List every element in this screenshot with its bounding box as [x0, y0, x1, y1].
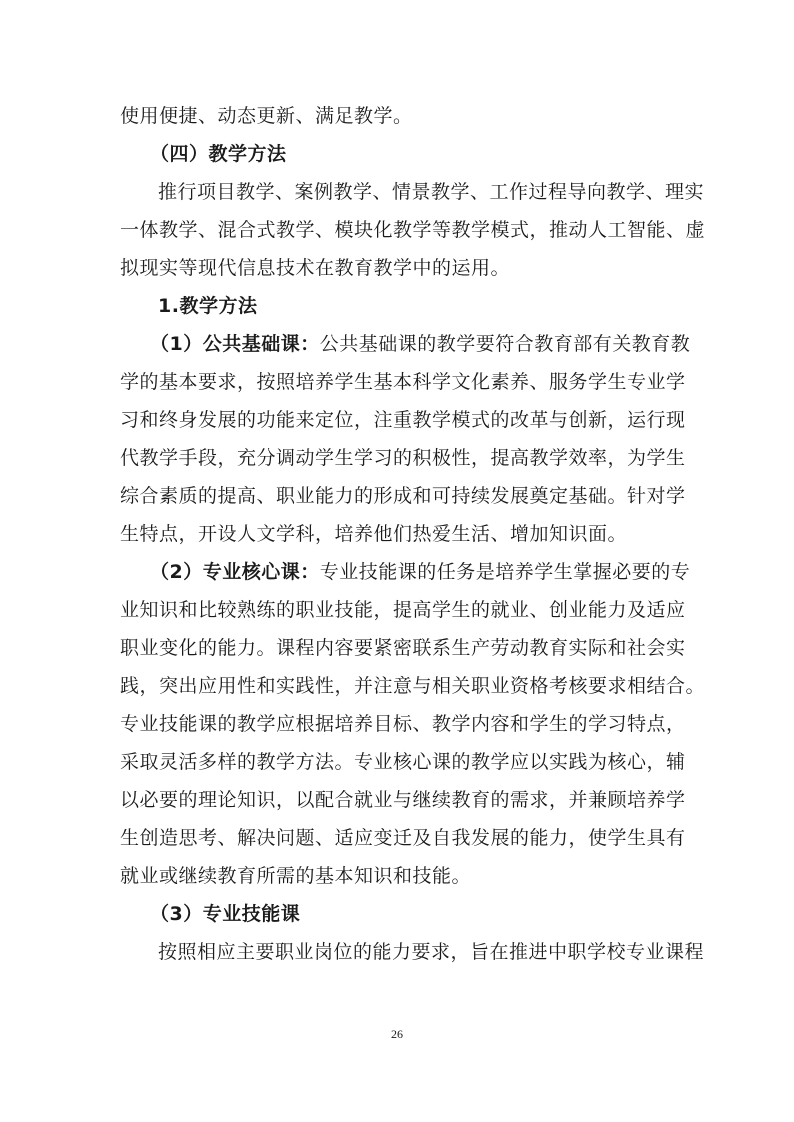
paragraph-line: 业知识和比较熟练的职业技能，提高学生的就业、创业能力及适应	[120, 599, 686, 621]
paragraph-line: 综合素质的提高、职业能力的形成和可持续发展奠定基础。针对学	[120, 485, 686, 507]
page-number: 26	[391, 1027, 403, 1041]
subsection-heading: 1.教学方法	[158, 295, 258, 317]
paragraph-line: 采取灵活多样的教学方法。专业核心课的教学应以实践为核心，辅	[120, 751, 686, 773]
paragraph-line: 学的基本要求，按照培养学生基本科学文化素养、服务学生专业学	[120, 371, 686, 393]
inline-heading: （1）公共基础课：	[150, 333, 320, 355]
paragraph-line: 专业技能课的教学应根据培养目标、教学内容和学生的学习特点，	[120, 713, 686, 735]
section-heading: （四）教学方法	[150, 143, 287, 165]
paragraph-line: 代教学手段，充分调动学生学习的积极性，提高教学效率，为学生	[120, 447, 686, 469]
paragraph-line: 生创造思考、解决问题、适应变迁及自我发展的能力，使学生具有	[120, 827, 686, 849]
text-line: 使用便捷、动态更新、满足教学。	[120, 105, 413, 127]
subsection-heading: （3）专业技能课	[150, 903, 301, 925]
paragraph-line: 生特点，开设人文学科，培养他们热爱生活、增加知识面。	[120, 523, 628, 545]
paragraph-line: 就业或继续教育所需的基本知识和技能。	[120, 865, 472, 887]
paragraph-line: 推行项目教学、案例教学、情景教学、工作过程导向教学、理实	[158, 181, 705, 203]
inline-heading: （2）专业核心课：	[150, 561, 320, 583]
paragraph-text: 公共基础课的教学要符合教育部有关教育教	[319, 333, 691, 355]
paragraph-line: 以必要的理论知识，以配合就业与继续教育的需求，并兼顾培养学	[120, 789, 686, 811]
paragraph-line	[150, 332, 690, 356]
paragraph-line: 按照相应主要职业岗位的能力要求，旨在推进中职学校专业课程	[158, 941, 705, 963]
paragraph-line	[150, 560, 690, 584]
paragraph-line: 一体教学、混合式教学、模块化教学等教学模式，推动人工智能、虚	[120, 219, 706, 241]
paragraph-line: 践，突出应用性和实践性，并注意与相关职业资格考核要求相结合。	[120, 675, 706, 697]
paragraph-line: 拟现实等现代信息技术在教育教学中的运用。	[120, 257, 511, 279]
paragraph-line: 职业变化的能力。课程内容要紧密联系生产劳动教育实际和社会实	[120, 637, 686, 659]
paragraph-text: 专业技能课的任务是培养学生掌握必要的专	[319, 561, 691, 583]
paragraph-line: 习和终身发展的功能来定位，注重教学模式的改革与创新，运行现	[120, 409, 686, 431]
